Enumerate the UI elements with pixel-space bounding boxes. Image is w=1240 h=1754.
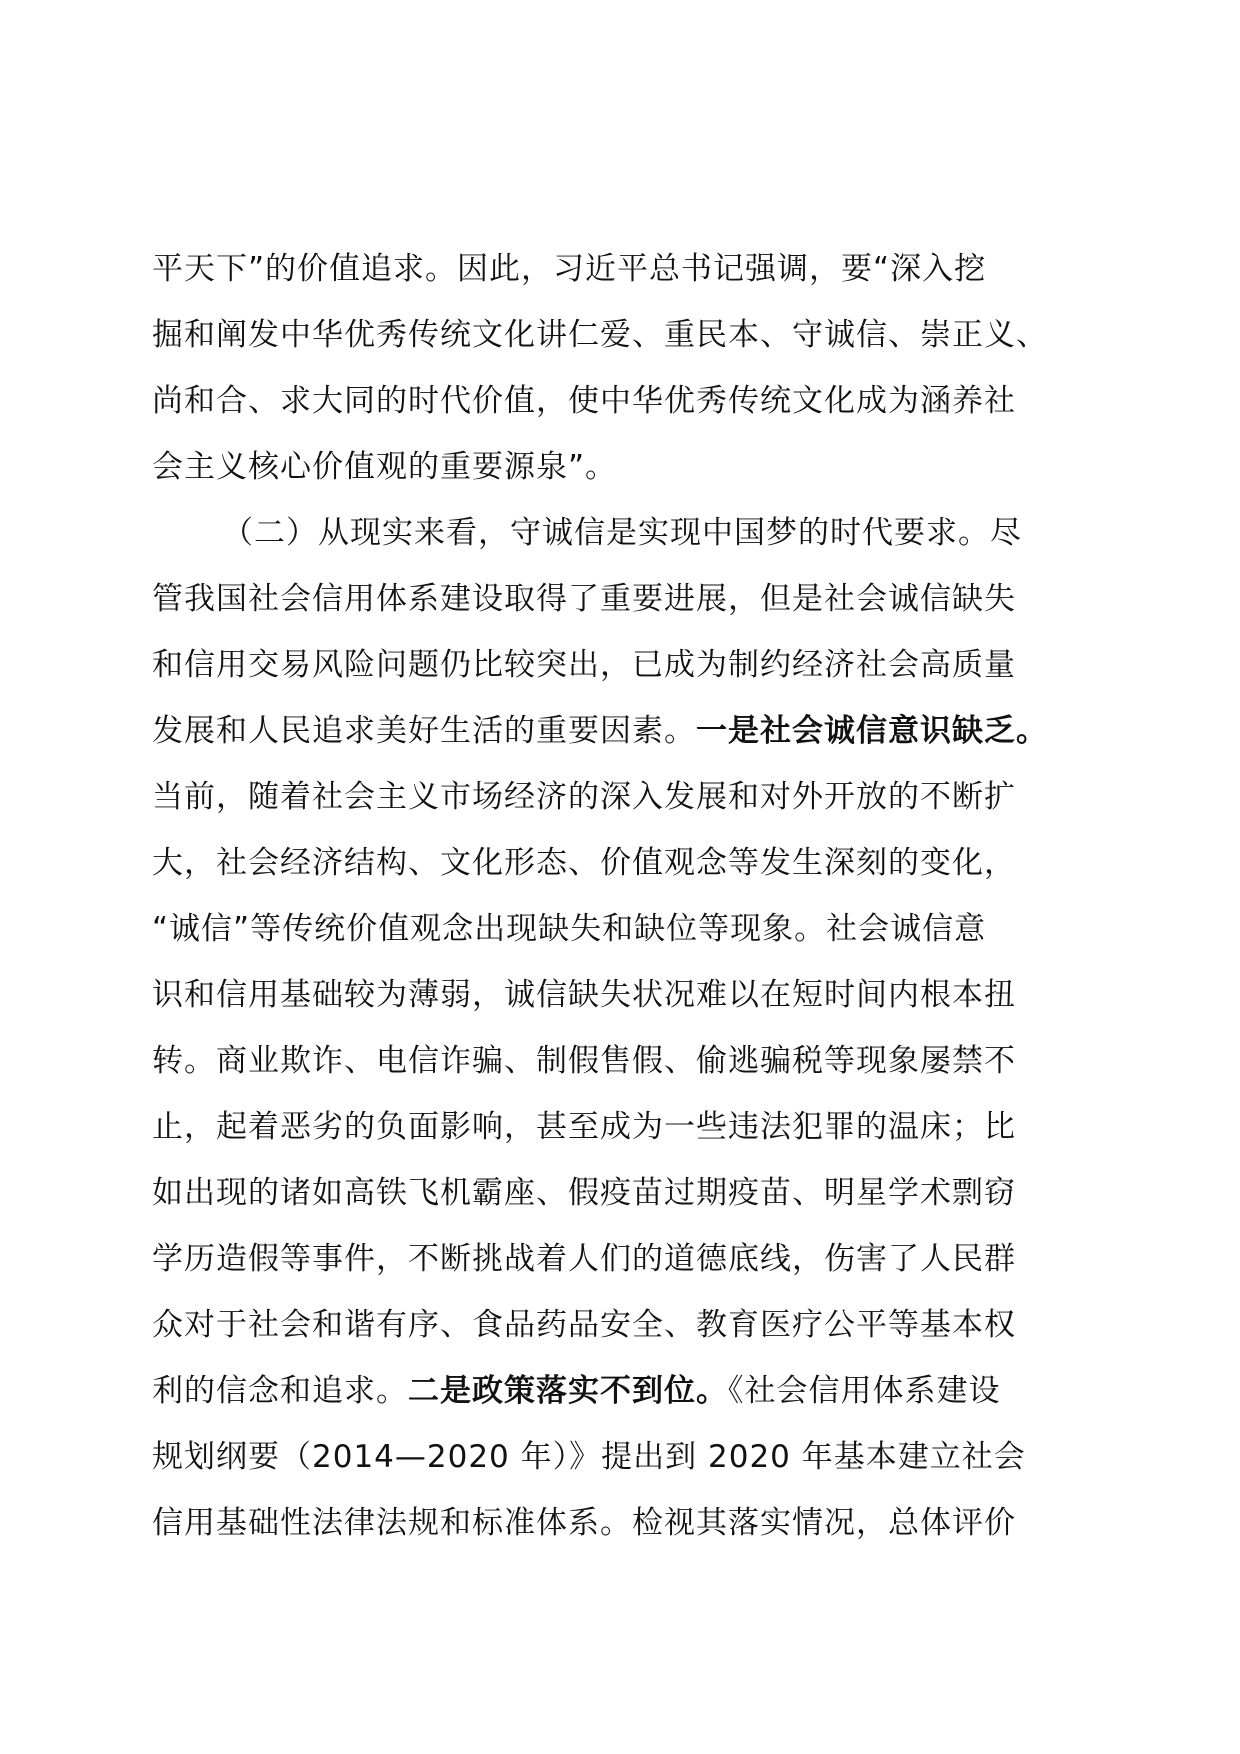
text-run: 平天下”的价值追求。因此，习近平总书记强调，要“深入挖: [152, 251, 987, 287]
text-run: 如出现的诸如高铁飞机霸座、假疫苗过期疫苗、明星学术剽窃: [152, 1175, 1016, 1211]
bold-point-heading: 一是社会诚信意识缺乏。: [696, 713, 1048, 749]
text-run: 会主义核心价值观的重要源泉”。: [152, 449, 618, 485]
text-run: 识和信用基础较为薄弱，诚信缺失状况难以在短时间内根本扭: [152, 977, 1016, 1013]
text-run: 掘和阐发中华优秀传统文化讲仁爱、重民本、守诚信、崇正义、: [152, 317, 1048, 353]
text-line: [152, 434, 1112, 500]
text-line: [152, 962, 1112, 1028]
text-line: [152, 1292, 1112, 1358]
text-run: 管我国社会信用体系建设取得了重要进展，但是社会诚信缺失: [152, 581, 1016, 617]
text-run: 和信用交易风险问题仍比较突出，已成为制约经济社会高质量: [152, 647, 1016, 683]
text-run: 大，社会经济结构、文化形态、价值观念等发生深刻的变化，: [152, 845, 1016, 881]
text-line: [152, 764, 1112, 830]
text-line: [152, 1424, 1112, 1490]
section-heading-line: [222, 500, 1112, 566]
text-line: [152, 698, 1112, 764]
text-run: 信用基础性法律法规和标准体系。检视其落实情况，总体评价: [152, 1505, 1016, 1541]
text-line: [152, 1160, 1112, 1226]
text-run: 众对于社会和谐有序、食品药品安全、教育医疗公平等基本权: [152, 1307, 1016, 1343]
text-line: [152, 236, 1112, 302]
bold-point-heading: 二是政策落实不到位。: [408, 1373, 728, 1409]
text-run: “诚信”等传统价值观念出现缺失和缺位等现象。社会诚信意: [152, 911, 987, 947]
text-run: 利的信念和追求。: [152, 1373, 408, 1409]
text-line: [152, 368, 1112, 434]
text-line: [152, 1028, 1112, 1094]
text-run: 当前，随着社会主义市场经济的深入发展和对外开放的不断扩: [152, 779, 1016, 815]
text-run: 尚和合、求大同的时代价值，使中华优秀传统文化成为涵养社: [152, 383, 1016, 419]
text-run: 规划纲要（2014—2020 年）》提出到 2020 年基本建立社会: [152, 1439, 1026, 1475]
text-line: [152, 1358, 1112, 1424]
text-line: [152, 566, 1112, 632]
text-run: 《社会信用体系建设: [728, 1373, 1001, 1409]
text-run: （二）从现实来看，守诚信是实现中国梦的时代要求。尽: [222, 515, 1022, 551]
text-line: [152, 896, 1112, 962]
text-run: 学历造假等事件，不断挑战着人们的道德底线，伤害了人民群: [152, 1241, 1016, 1277]
text-line: [152, 1226, 1112, 1292]
text-line: [152, 1490, 1112, 1556]
text-line: [152, 302, 1112, 368]
text-run: 发展和人民追求美好生活的重要因素。: [152, 713, 696, 749]
text-line: [152, 830, 1112, 896]
text-run: 止，起着恶劣的负面影响，甚至成为一些违法犯罪的温床；比: [152, 1109, 1016, 1145]
text-line: [152, 1094, 1112, 1160]
text-run: 转。商业欺诈、电信诈骗、制假售假、偷逃骗税等现象屡禁不: [152, 1043, 1016, 1079]
text-line: [152, 632, 1112, 698]
